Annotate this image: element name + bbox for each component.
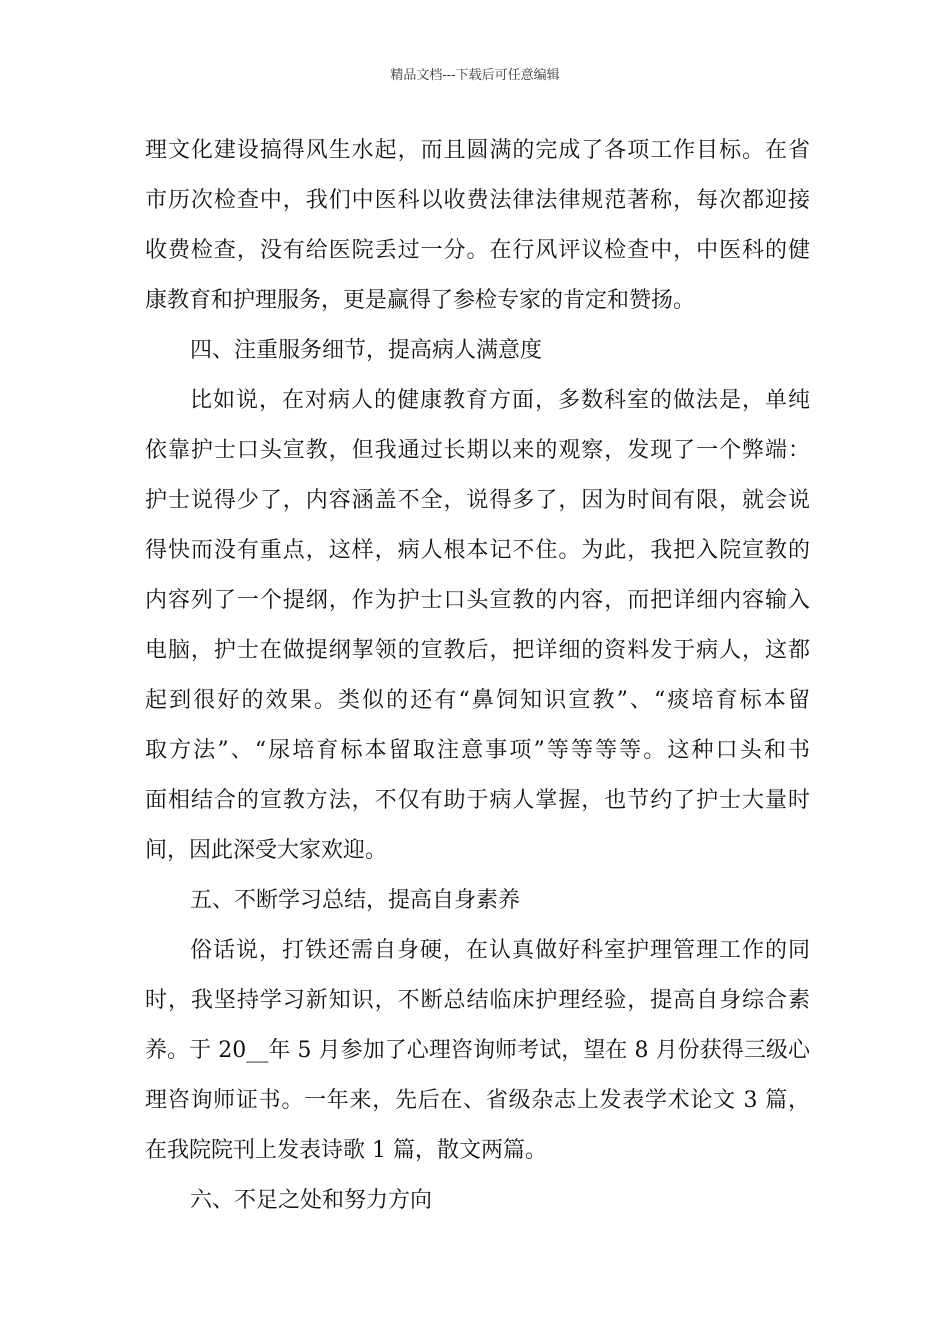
paragraph-line: 间，因此深受大家欢迎。	[145, 838, 388, 863]
paragraph-line: 在我院院刊上发表诗歌 1 篇，散文两篇。	[145, 1138, 547, 1163]
paragraph-line: 俗话说，打铁还需自身硬，在认真做好科室护理管理工作的同	[190, 938, 810, 963]
paragraph-line: 依靠护士口头宣教，但我通过长期以来的观察，发现了一个弊端：	[145, 438, 810, 463]
paragraph-line: 市历次检查中，我们中医科以收费法律法律规范著称，每次都迎接	[145, 188, 810, 213]
paragraph-line: 取方法”、“尿培育标本留取注意事项”等等等等。这种口头和书	[145, 738, 810, 763]
paragraph-line: 比如说，在对病人的健康教育方面，多数科室的做法是，单纯	[190, 388, 810, 413]
paragraph-line: 康教育和护理服务，更是赢得了参检专家的肯定和赞扬。	[145, 288, 696, 313]
paragraph-line: 起到很好的效果。类似的还有“鼻饲知识宣教”、“痰培育标本留	[145, 688, 810, 713]
section-heading-6: 六、不足之处和努力方向	[190, 1188, 433, 1213]
paragraph-line: 得快而没有重点，这样，病人根本记不住。为此，我把入院宣教的	[145, 538, 810, 563]
document-body	[145, 126, 810, 1226]
paragraph-line: 收费检查，没有给医院丢过一分。在行风评议检查中，中医科的健	[145, 238, 810, 263]
paragraph-line: 电脑，护士在做提纲挈领的宣教后，把详细的资料发于病人，这都	[145, 638, 810, 663]
paragraph-line: 理文化建设搞得风生水起，而且圆满的完成了各项工作目标。在省	[145, 138, 810, 163]
paragraph-line: 时，我坚持学习新知识，不断总结临床护理经验，提高自身综合素	[145, 988, 810, 1013]
page-header: 精品文档---下载后可任意编辑	[390, 68, 560, 83]
section-heading-4: 四、注重服务细节，提高病人满意度	[190, 338, 543, 363]
paragraph-line: 内容列了一个提纲，作为护士口头宣教的内容，而把详细内容输入	[145, 588, 810, 613]
section-heading-5: 五、不断学习总结，提高自身素养	[190, 888, 521, 913]
paragraph-line: 养。于 20__年 5 月参加了心理咨询师考试，望在 8 月份获得三级心	[145, 1038, 810, 1063]
paragraph-line: 护士说得少了，内容涵盖不全，说得多了，因为时间有限，就会说	[145, 488, 810, 513]
paragraph-line: 理咨询师证书。一年来，先后在、省级杂志上发表学术论文 3 篇，	[145, 1088, 810, 1113]
paragraph-line: 面相结合的宣教方法，不仅有助于病人掌握，也节约了护士大量时	[145, 788, 810, 813]
